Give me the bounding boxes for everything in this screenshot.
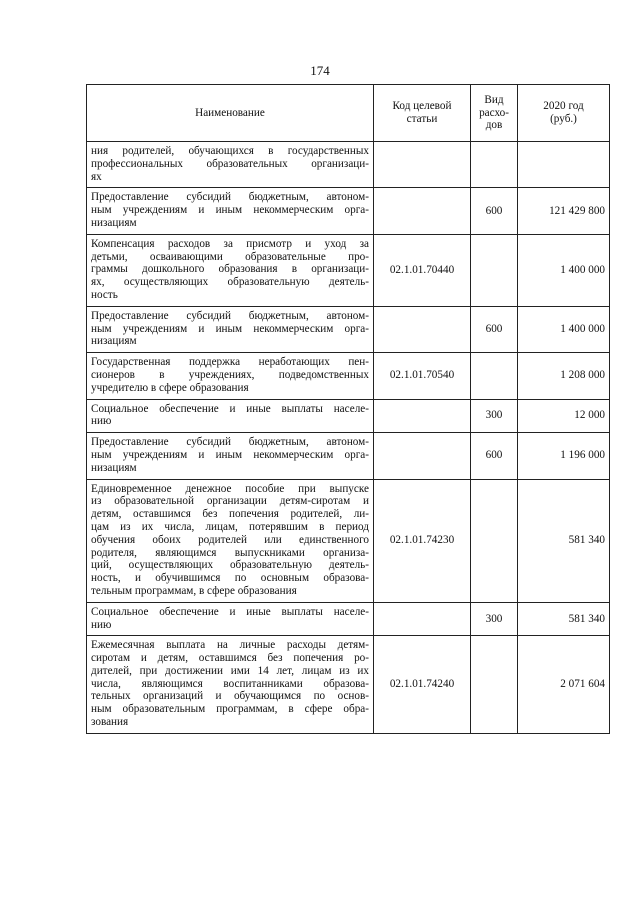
- row-name-line: ях: [91, 170, 102, 183]
- header-name: Наименование: [87, 85, 374, 142]
- row-name-line: сиротам и детям, оставшимся без попечения ро-: [91, 652, 369, 665]
- row-type: [471, 636, 518, 734]
- row-name-line: ным учреждениям и иным некоммерческим орга-: [91, 204, 369, 217]
- row-code: 02.1.01.74230: [374, 479, 471, 602]
- header-type-line: Вид: [484, 93, 504, 106]
- header-amount-line: 2020 год: [543, 100, 584, 113]
- header-type: [471, 85, 518, 142]
- row-name: [87, 306, 374, 352]
- row-type: [471, 234, 518, 306]
- row-amount: 1 400 000: [518, 306, 610, 352]
- row-name: [87, 142, 374, 188]
- table-row: [87, 353, 610, 399]
- row-type: [471, 353, 518, 399]
- header-code: [374, 85, 471, 142]
- row-type: 600: [471, 188, 518, 234]
- row-amount: [518, 142, 610, 188]
- row-name-line: Предоставление субсидий бюджетным, автоном-: [91, 436, 369, 449]
- table-row: [87, 142, 610, 188]
- row-name-line: тельным программам, в сфере образования: [91, 584, 297, 597]
- row-code: [374, 188, 471, 234]
- row-name-line: родителя, являющимся выпускниками организа-: [91, 546, 369, 559]
- row-amount: 1 400 000: [518, 234, 610, 306]
- table-row: [87, 433, 610, 479]
- row-name-line: цам из их числа, лицам, потерявшим в период: [91, 520, 369, 533]
- row-name: [87, 602, 374, 636]
- row-code: [374, 602, 471, 636]
- row-name-line: Государственная поддержка неработающих пен-: [91, 356, 369, 369]
- row-type: 300: [471, 602, 518, 636]
- row-name: [87, 433, 374, 479]
- page-number: 174: [310, 63, 330, 78]
- row-name-line: детьми, осваивающими образовательные про-: [91, 250, 369, 263]
- row-type: [471, 142, 518, 188]
- table-row: [87, 602, 610, 636]
- row-name-line: Ежемесячная выплата на личные расходы детям-: [91, 639, 369, 652]
- row-code: [374, 433, 471, 479]
- row-name-line: Предоставление субсидий бюджетным, автоном-: [91, 191, 369, 204]
- row-name: [87, 234, 374, 306]
- header-amount: [518, 85, 610, 142]
- row-name-line: из образовательной организации детям-сиротам и: [91, 495, 369, 508]
- row-code: 02.1.01.70540: [374, 353, 471, 399]
- row-amount: 12 000: [518, 399, 610, 433]
- table-row: [87, 479, 610, 602]
- row-code: 02.1.01.74240: [374, 636, 471, 734]
- row-code: [374, 142, 471, 188]
- row-amount: 1 208 000: [518, 353, 610, 399]
- row-name-line: числа, являющимся воспитанниками образова-: [91, 677, 369, 690]
- row-name-line: ния родителей, обучающихся в государственных: [91, 145, 369, 157]
- row-name-line: ность: [91, 288, 118, 301]
- row-type: 300: [471, 399, 518, 433]
- header-type-line: расхо-: [479, 106, 509, 119]
- row-amount: 581 340: [518, 479, 610, 602]
- row-amount: 1 196 000: [518, 433, 610, 479]
- table-row: [87, 306, 610, 352]
- row-amount: 2 071 604: [518, 636, 610, 734]
- row-name-line: Социальное обеспечение и иные выплаты населе-: [91, 605, 369, 618]
- budget-table: [86, 84, 610, 734]
- row-name-line: нию: [91, 618, 112, 631]
- row-code: [374, 306, 471, 352]
- row-name: [87, 479, 374, 602]
- row-name-line: ным учреждениям и иным некоммерческим орга-: [91, 448, 369, 461]
- header-code-line: статьи: [406, 113, 438, 125]
- header-type-line: дов: [485, 119, 503, 132]
- row-name-line: Социальное обеспечение и иные выплаты населе-: [91, 402, 369, 415]
- row-code: [374, 399, 471, 433]
- row-type: 600: [471, 433, 518, 479]
- row-name-line: ным образовательным программам, в сфере обра-: [91, 703, 369, 716]
- row-code: 02.1.01.70440: [374, 234, 471, 306]
- row-name-line: нию: [91, 415, 112, 428]
- row-name-line: зования: [91, 716, 129, 729]
- row-name: [87, 188, 374, 234]
- row-name: [87, 353, 374, 399]
- row-name-line: профессиональных образовательных организаци-: [91, 157, 369, 170]
- row-name-line: тельных организаций и обучающимся по основ-: [91, 690, 369, 703]
- row-name-line: Единовременное денежное пособие при выпуске: [91, 482, 369, 495]
- row-name-line: сионеров в учреждениях, подведомственных: [91, 368, 369, 381]
- row-name-line: граммы дошкольного образования в организаци-: [91, 263, 369, 276]
- row-type: 600: [471, 306, 518, 352]
- row-name-line: учредителю в сфере образования: [91, 381, 249, 394]
- header-amount-line: (руб.): [550, 113, 577, 125]
- row-amount: 581 340: [518, 602, 610, 636]
- table-row: [87, 636, 610, 734]
- row-name-line: дителей, при достижении ими 14 лет, лицам из их: [91, 664, 369, 677]
- table-row: [87, 399, 610, 433]
- row-name-line: ях, осуществляющих образовательную деятель-: [91, 276, 369, 289]
- row-name-line: детям, оставшимся без попечения родителей, ли-: [91, 508, 369, 521]
- table-row: [87, 234, 610, 306]
- row-name-line: ность, и обучившимся по основным образова-: [91, 572, 369, 585]
- header-code-line: Код целевой: [392, 100, 452, 113]
- row-name-line: Компенсация расходов за присмотр и уход за: [91, 237, 369, 250]
- row-name-line: обучения обоих родителей или единственного: [91, 533, 369, 546]
- row-name-line: ным учреждениям и иным некоммерческим орга-: [91, 322, 369, 335]
- row-name-line: низациям: [91, 335, 137, 348]
- row-name-line: низациям: [91, 216, 137, 229]
- row-name: [87, 636, 374, 734]
- row-type: [471, 479, 518, 602]
- row-name-line: Предоставление субсидий бюджетным, автоном-: [91, 309, 369, 322]
- row-name: [87, 399, 374, 433]
- row-name-line: низациям: [91, 461, 137, 474]
- row-name-line: ций, осуществляющих образовательную деятель-: [91, 559, 369, 572]
- row-amount: 121 429 800: [518, 188, 610, 234]
- table-header-row: [87, 85, 610, 142]
- table-row: [87, 188, 610, 234]
